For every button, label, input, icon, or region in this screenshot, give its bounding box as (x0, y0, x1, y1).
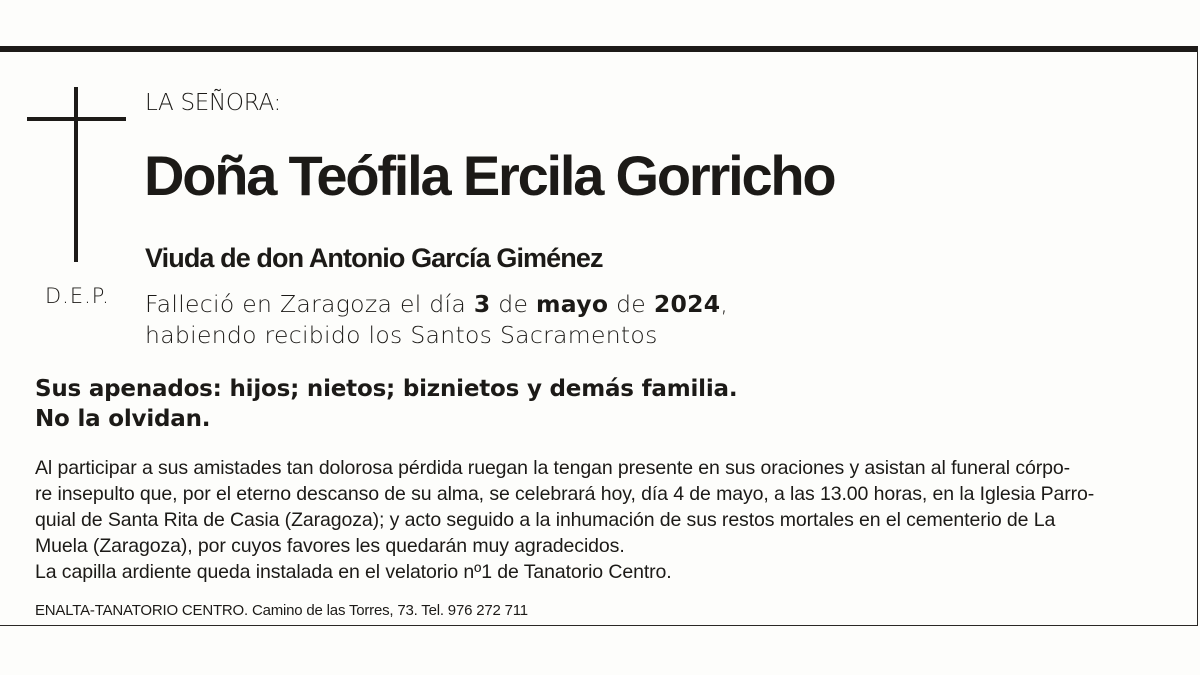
deceased-name: Doña Teófila Ercila Gorricho (144, 144, 835, 207)
funeral-home-footer: ENALTA-TANATORIO CENTRO. Camino de las Torres, 73. Tel. 976 272 711 (35, 602, 528, 619)
death-line (145, 290, 728, 318)
death-month: mayo (536, 290, 609, 318)
sacraments-line: habiendo recibido los Santos Sacramentos (145, 321, 658, 349)
funeral-text-line: Muela (Zaragoza), por cuyos favores les quedarán muy agradecidos. (35, 535, 625, 557)
widow-of-line: Viuda de don Antonio García Giménez (145, 243, 603, 273)
intro-label: LA SEÑORA: (145, 90, 281, 116)
cross-vertical-bar (74, 87, 78, 262)
death-mid2: de (608, 290, 654, 318)
death-year: 2024 (653, 290, 721, 318)
funeral-text-line: quial de Santa Rita de Casia (Zaragoza); y acto seguido a la inhumación de sus restos mortales en el cementerio de La (35, 509, 1056, 531)
death-suffix: , (720, 290, 729, 318)
funeral-text-line: Al participar a sus amistades tan dolorosa pérdida ruegan la tengan presente en sus oraciones y asistan al funeral córpo- (35, 457, 1071, 479)
death-prefix: Falleció en Zaragoza el día (145, 290, 474, 318)
chapel-text-line: La capilla ardiente queda instalada en el velatorio nº1 de Tanatorio Centro. (35, 561, 672, 583)
cross-horizontal-bar (27, 117, 126, 121)
funeral-text-line: re insepulto que, por el eterno descanso de su alma, se celebrará hoy, día 4 de mayo, a las 13.00 horas, en la Iglesia Parro- (35, 483, 1095, 505)
dep-label: D.E.P. (45, 284, 110, 308)
death-day: 3 (473, 290, 491, 318)
death-mid1: de (490, 290, 536, 318)
mourners-line: Sus apenados: hijos; nietos; biznietos y demás familia. (35, 376, 738, 402)
remembrance-line: No la olvidan. (35, 406, 211, 432)
